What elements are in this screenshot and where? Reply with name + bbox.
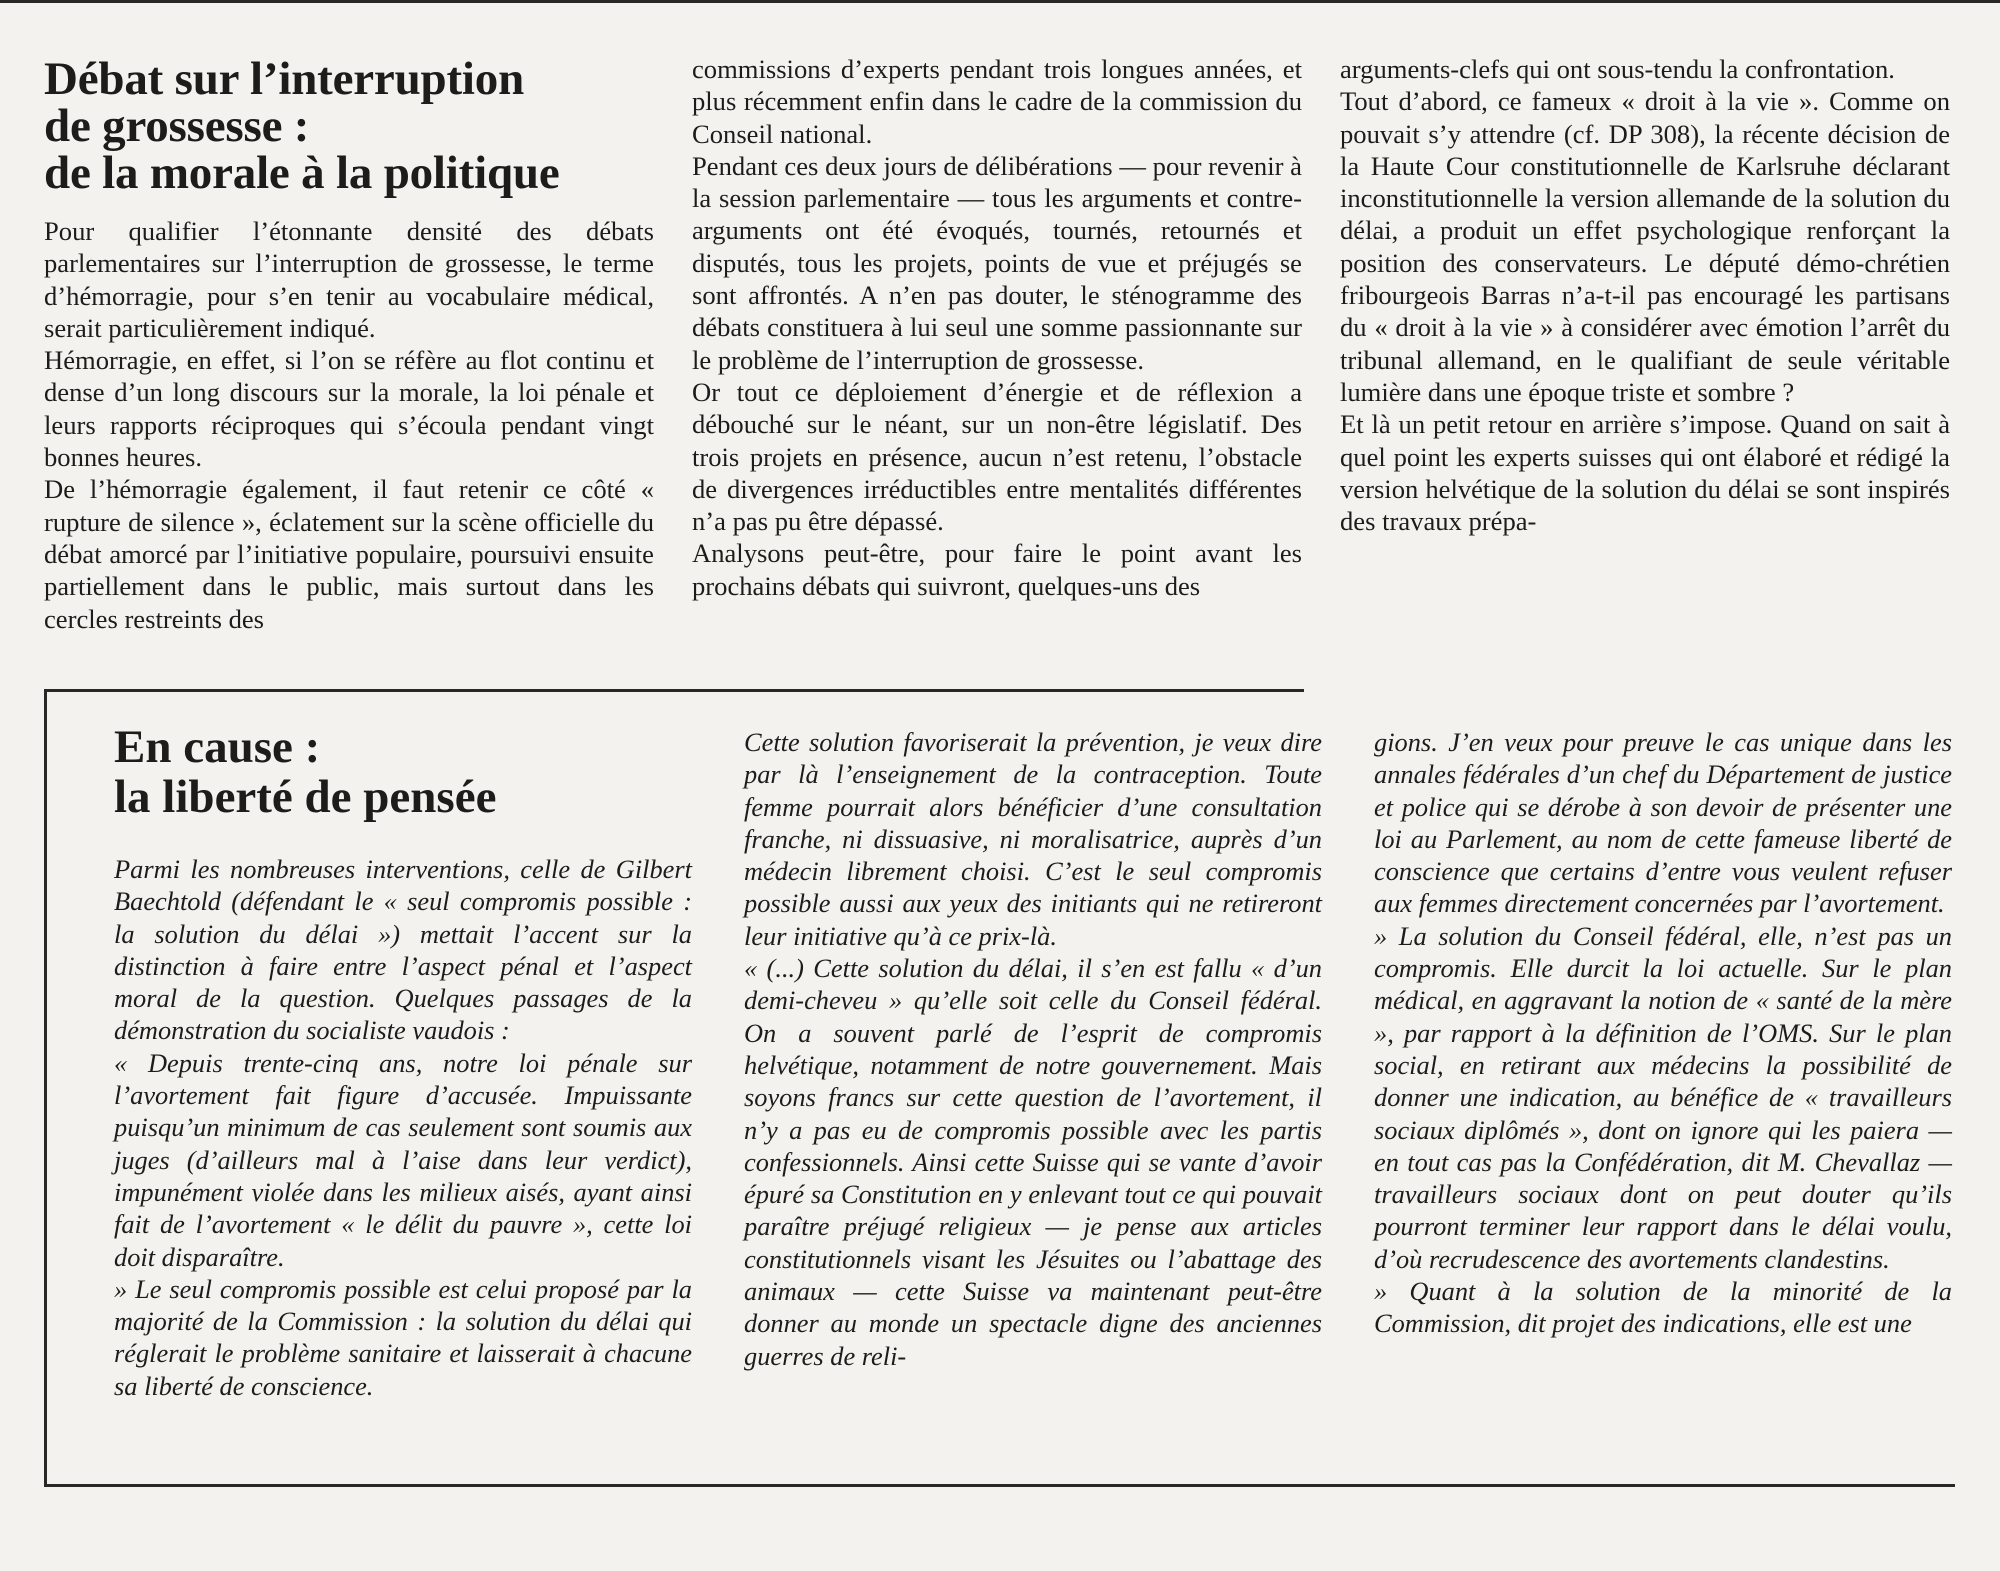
- article2-paragraph: Parmi les nombreuses interventions, celle de Gilbert Baechtold (défendant le « seul compromis possible : la solution du délai ») mettait l’accent sur la distinction à faire entre l’aspect pénal et l’aspect moral de la question. Quelques passages de la démonstration du socialiste vaudois :: [114, 854, 692, 1046]
- article1-title: [44, 53, 654, 199]
- article1-column-2: [692, 53, 1302, 602]
- article1-column-1: [44, 53, 654, 635]
- article1-column-3: [1340, 53, 1950, 537]
- article1-paragraph: Et là un petit retour en arrière s’impose. Quand on sait à quel point les experts suisses qui ont élaboré et rédigé la version helvétique de la solution du délai se sont inspirés des travaux prépa-: [1340, 409, 1950, 537]
- article1-paragraph: commissions d’experts pendant trois longues années, et plus récemment enfin dans le cadre de la commission du Conseil national.: [692, 54, 1302, 149]
- article1-paragraph: arguments-clefs qui ont sous-tendu la confrontation.: [1340, 54, 1895, 84]
- article1-paragraph: Pour qualifier l’étonnante densité des débats parlementaires sur l’interruption de grossesse, le terme d’hémorragie, pour s’en tenir au vocabulaire médical, serait particulièrement indiqué.: [44, 216, 654, 343]
- article1-paragraph: Analysons peut-être, pour faire le point avant les prochains débats qui suivront, quelques-uns des: [692, 538, 1302, 601]
- article1-paragraph: De l’hémorragie également, il faut retenir ce côté « rupture de silence », éclatement sur la scène officielle du débat amorcé par l’initiative populaire, poursuivi ensuite partiellement dans le public, mais surtout dans les cercles restreints des: [44, 474, 654, 634]
- article1-title-line: de la morale à la politique: [44, 147, 560, 199]
- article2-title-line: la liberté de pensée: [114, 771, 497, 823]
- article1-title-line: Débat sur l’interruption: [44, 53, 525, 105]
- article1-paragraph: Hémorragie, en effet, si l’on se réfère au flot continu et dense d’un long discours sur la morale, la loi pénale et leurs rapports réciproques qui s’écoula pendant vingt bonnes heures.: [44, 345, 654, 473]
- article2-paragraph: » Le seul compromis possible est celui proposé par la majorité de la Commission : la solution du délai qui réglerait le problème sanitaire et laisserait à chacune sa liberté de conscience.: [114, 1273, 692, 1401]
- article2-column-3: [1374, 726, 1952, 1340]
- article2-paragraph: » La solution du Conseil fédéral, elle, n’est pas un compromis. Elle durcit la loi actuelle. Sur le plan médical, en aggravant la notion de « santé de la mère », par rapport à la définition de l’OMS. Sur le plan social, en retirant aux médecins la possibilité de donner une indication, au bénéfice de « travailleurs sociaux diplômés », dont on ignore qui les paiera — en tout cas pas la Confédération, dit M. Chevallaz — travailleurs sociaux dont on peut douter qu’ils pourront terminer leur rapport dans le délai voulu, d’où recrudescence des avortements clandestins.: [1374, 920, 1952, 1274]
- article2-title: [114, 722, 692, 822]
- article2-frame-top-rule: [44, 689, 1304, 692]
- article2-column-1: [114, 722, 692, 1402]
- page-top-rule: [0, 0, 2000, 3]
- article2-paragraph: » Quant à la solution de la minorité de la Commission, dit projet des indications, elle est une: [1374, 1276, 1952, 1339]
- article1-paragraph: Or tout ce déploiement d’énergie et de réflexion a débouché sur le néant, sur un non-être législatif. Des trois projets en présence, aucun n’est retenu, l’obstacle de divergences irréductibles entre mentalités différentes n’a pas pu être dépassé.: [692, 376, 1302, 537]
- article2-paragraph: gions. J’en veux pour preuve le cas unique dans les annales fédérales d’un chef du Département de justice et police qui se dérobe à son devoir de présenter une loi au Parlement, au nom de cette fameuse liberté de conscience que certains d’entre vous veulent refuser aux femmes directement concernées par l’avortement.: [1374, 727, 1952, 919]
- article1-title-line: de grossesse :: [44, 100, 310, 152]
- article2-paragraph: « Depuis trente-cinq ans, notre loi pénale sur l’avortement fait figure d’accusée. Impuissante puisqu’un minimum de cas seulement sont soumis aux juges (d’ailleurs mal à l’aise dans leur verdict), impunément violée dans les milieux aisés, ayant ainsi fait de l’avortement « le délit du pauvre », cette loi doit disparaître.: [114, 1047, 692, 1272]
- article2-paragraph: Cette solution favoriserait la prévention, je veux dire par là l’enseignement de la contraception. Toute femme pourrait alors bénéficier d’une consultation franche, ni dissuasive, ni moralisatrice, auprès d’un médecin librement choisi. C’est le seul compromis possible aussi aux yeux des initiants qui ne retireront leur initiative qu’à ce prix-là.: [744, 727, 1322, 951]
- article2-column-2: [744, 726, 1322, 1372]
- article2-paragraph: « (...) Cette solution du délai, il s’en est fallu « d’un demi-cheveu » qu’elle soit celle du Conseil fédéral. On a souvent parlé de l’esprit de compromis helvétique, notamment de notre gouvernement. Mais soyons francs sur cette question de l’avortement, il n’y a pas eu de compromis possible avec les partis confessionnels. Ainsi cette Suisse qui se vante d’avoir épuré sa Constitution en y enlevant tout ce qui pouvait paraître préjugé religieux — je pense aux articles constitutionnels visant les Jésuites ou l’abattage des animaux — cette Suisse va maintenant peut-être donner au monde un spectacle digne des anciennes guerres de reli-: [744, 953, 1322, 1371]
- article1-paragraph: Tout d’abord, ce fameux « droit à la vie ». Comme on pouvait s’y attendre (cf. DP 308), la récente décision de la Haute Cour constitutionnelle de Karlsruhe déclarant inconstitutionnelle la version allemande de la solution du délai, a produit un effet psychologique renforçant la position des conservateurs. Le député démo-chrétien fribourgeois Barras n’a-t-il pas encouragé les partisans du « droit à la vie » à considérer avec émotion l’arrêt du tribunal allemand, en le qualifiant de seule véritable lumière dans une époque triste et sombre ?: [1340, 86, 1950, 407]
- article1-paragraph: Pendant ces deux jours de délibérations — pour revenir à la session parlementaire — tous les arguments et contre-arguments ont été évoqués, tournés, retournés et disputés, tous les projets, points de vue et préjugés se sont affrontés. A n’en pas douter, le sténogramme des débats constituera à lui seul une somme passionnante sur le problème de l’interruption de grossesse.: [692, 150, 1302, 375]
- article2-title-line: En cause :: [114, 721, 321, 773]
